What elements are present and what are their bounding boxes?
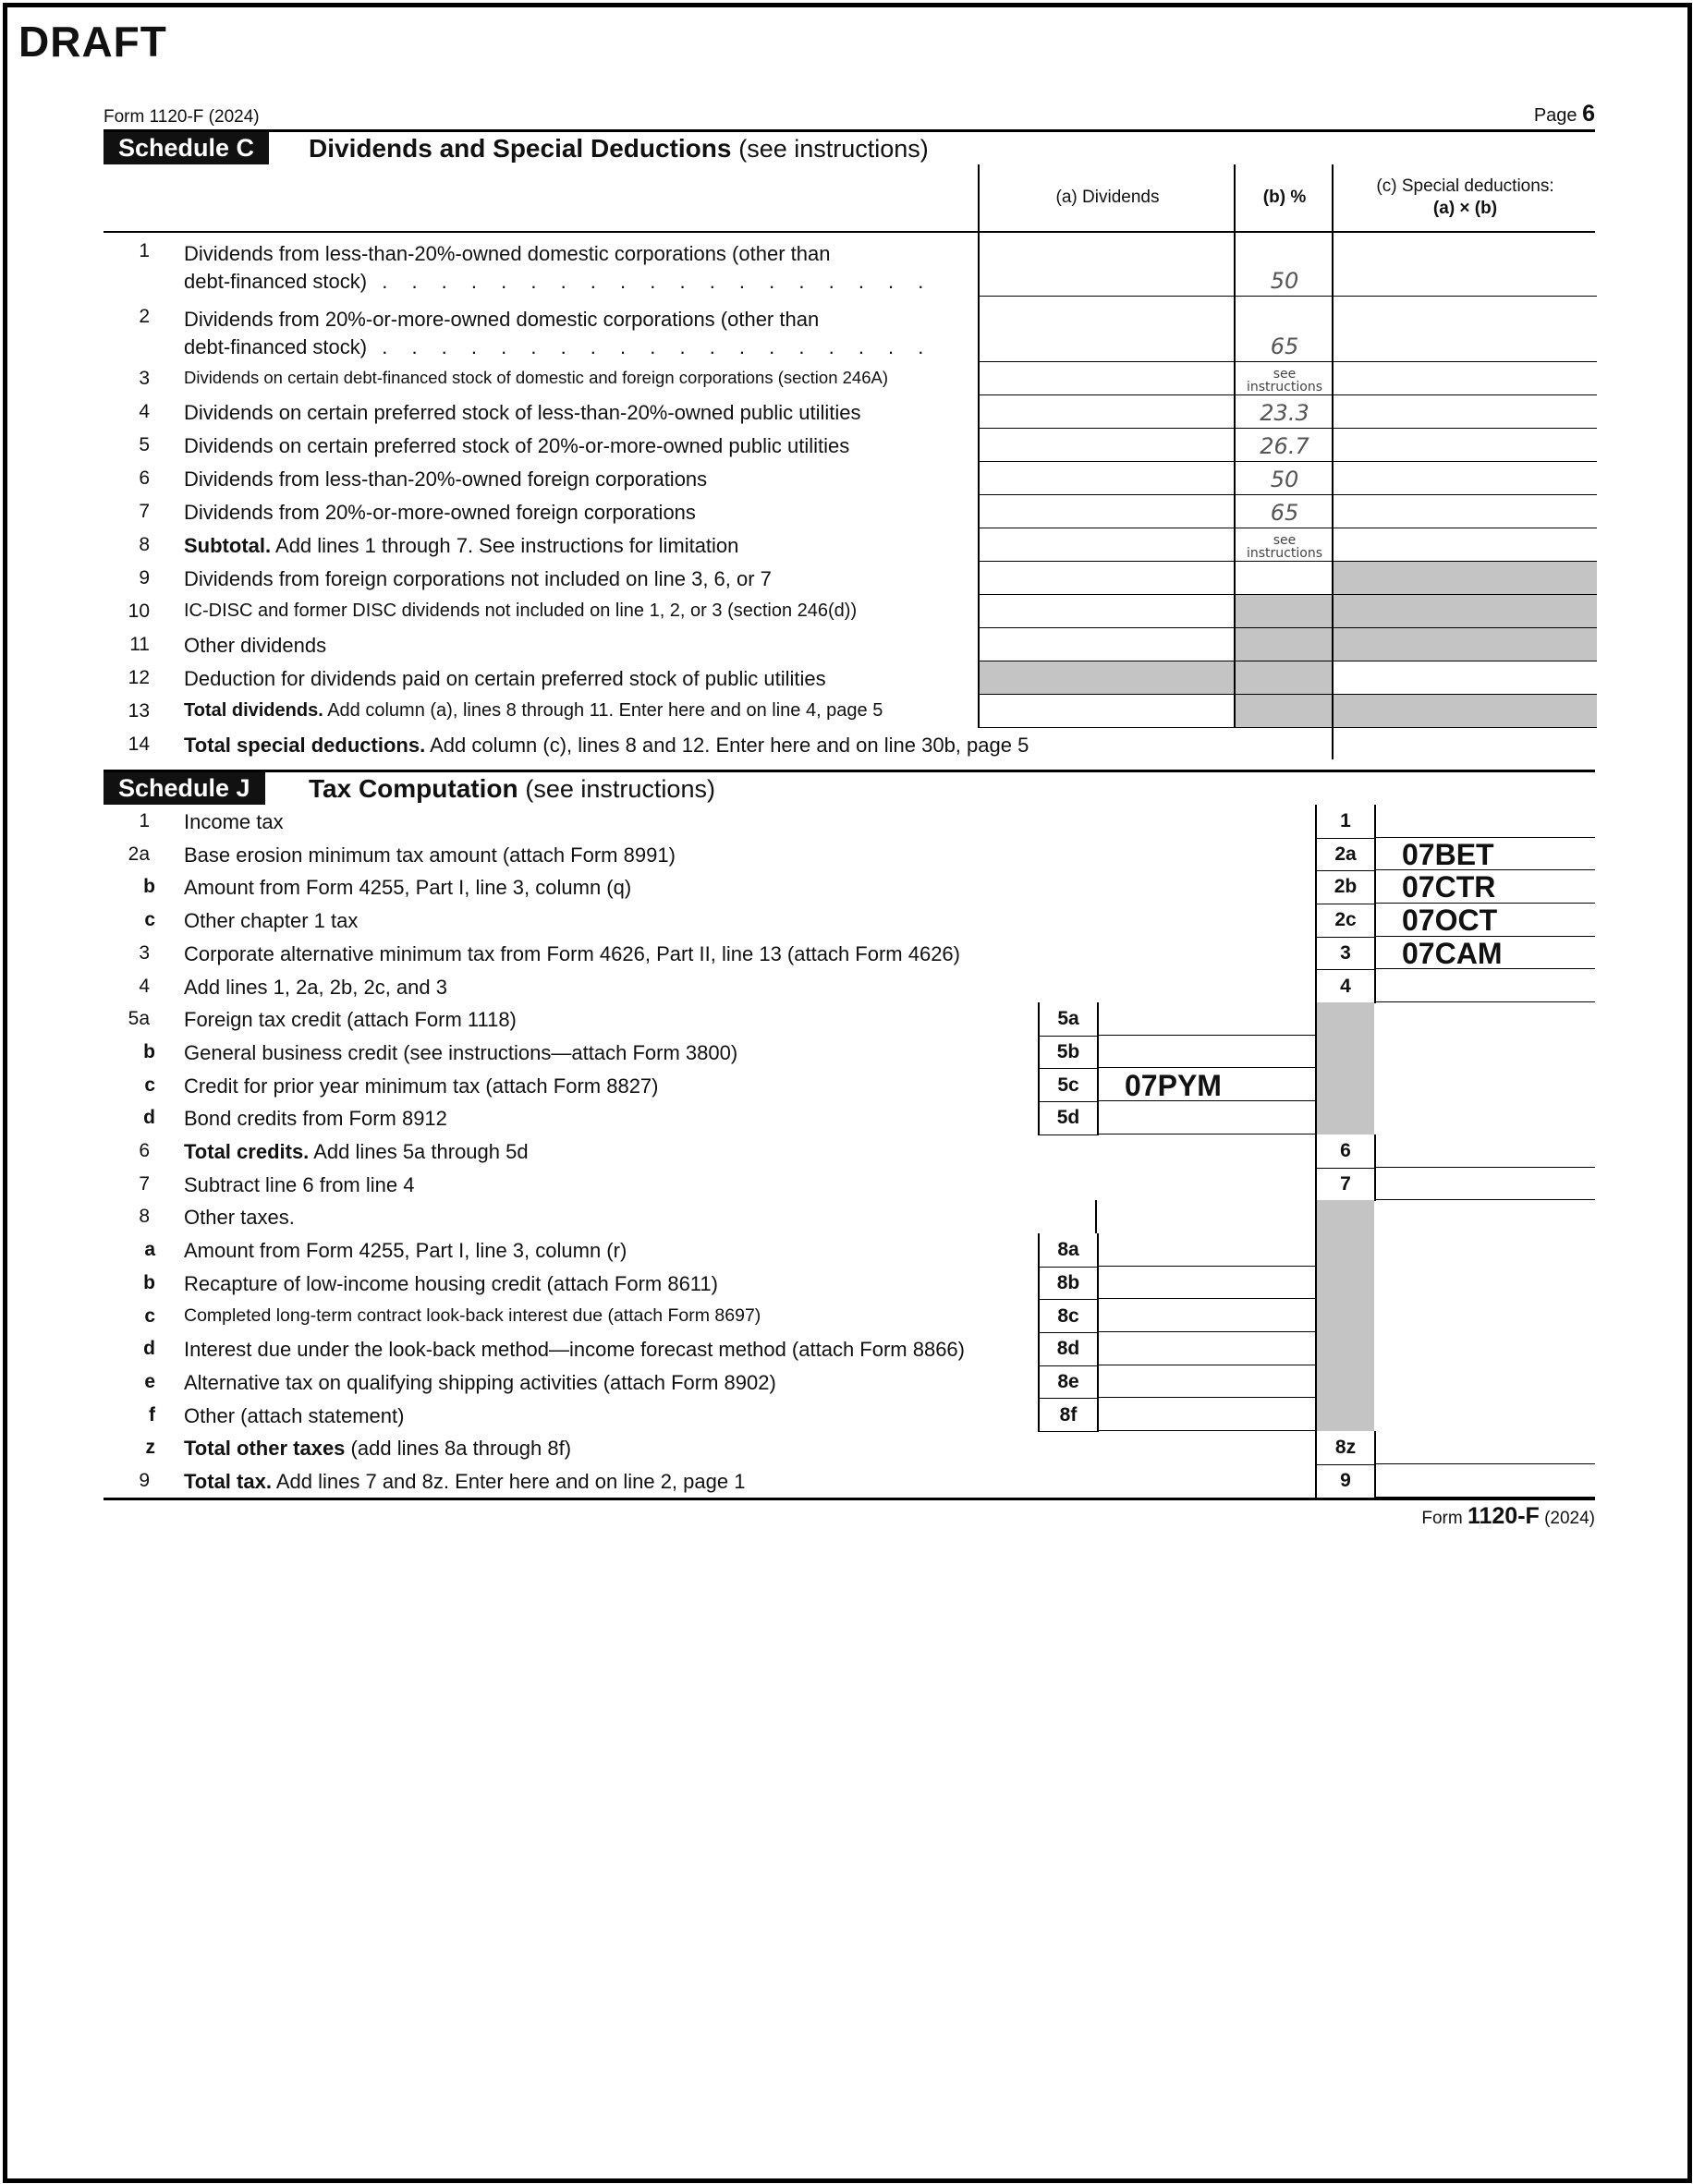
line-description — [184, 1239, 627, 1263]
line-description-bold: Total other taxes — [184, 1437, 346, 1461]
schedule-j-line-2b — [104, 870, 1595, 904]
line-description — [184, 843, 676, 868]
line-number: z — [145, 1437, 155, 1459]
schedule-j-line-4 — [104, 970, 1595, 1003]
col-b-percent — [1234, 395, 1334, 429]
line-description-text: Foreign tax credit (attach Form 1118) — [184, 1008, 517, 1032]
footer-prefix: Form — [1421, 1508, 1463, 1528]
line-number: 2 — [139, 306, 150, 327]
col-c-special-deduction-input[interactable] — [1332, 429, 1597, 462]
col-c-special-deduction-input[interactable] — [1332, 297, 1597, 362]
shaded-area — [1315, 1002, 1374, 1134]
line-description-text: Dividends from less-than-20%-owned foreign corporations — [184, 467, 708, 491]
schedule-c-line-13 — [104, 695, 1595, 728]
line-description — [184, 634, 326, 658]
line-description — [184, 942, 960, 966]
col-b-percent — [1234, 297, 1334, 362]
line-description-text: Alternative tax on qualifying shipping activities (attach Form 8902) — [184, 1370, 776, 1394]
inner-amount-input[interactable] — [1097, 1233, 1315, 1267]
line-description — [184, 1140, 529, 1164]
col-c-special-deduction-input — [1332, 595, 1597, 628]
col-b-percent — [1234, 495, 1334, 528]
line-number: 2a — [128, 843, 150, 865]
schedule-j-line-1 — [104, 805, 1595, 838]
line-description-text: Credit for prior year minimum tax (attach Form 8827) — [184, 1074, 659, 1098]
inner-amount-input[interactable] — [1097, 1002, 1315, 1036]
line-description — [184, 1305, 761, 1327]
line-description-text: Amount from Form 4255, Part I, line 3, column (q) — [184, 876, 632, 900]
col-c-special-deduction-input[interactable] — [1332, 231, 1597, 297]
col-a-dividends-input[interactable] — [978, 362, 1236, 395]
schedule-c-line-8 — [104, 528, 1595, 562]
schedule-c-line-1 — [104, 231, 1595, 297]
schedule-c-line-4 — [104, 395, 1595, 429]
col-c-special-deduction-input[interactable] — [1332, 528, 1597, 562]
schedule-j-bottom-rule — [104, 1498, 1595, 1500]
percent-note: see instructions — [1247, 533, 1322, 561]
col-a-dividends-input — [978, 661, 1236, 695]
col-a-dividends-input[interactable] — [978, 595, 1236, 628]
line-description-text: Add column (a), lines 8 through 11. Enter here and on line 4, page 5 — [327, 700, 883, 721]
inner-amount-input[interactable]: 07PYM — [1097, 1069, 1315, 1102]
inner-box-label: 8d — [1038, 1332, 1099, 1366]
page-label: Page 6 — [1533, 101, 1595, 127]
line-number: 12 — [128, 667, 150, 688]
line-description — [184, 1404, 404, 1428]
line-number: 3 — [139, 941, 150, 964]
draft-watermark: DRAFT — [18, 18, 167, 66]
line-description-text: Add lines 7 and 8z. Enter here and on line 2, page 1 — [275, 1470, 746, 1493]
col-b-header: (b) % — [1234, 164, 1334, 231]
line-description-bold: Total special deductions. — [184, 734, 426, 757]
col-b-percent — [1234, 628, 1334, 661]
line-description-text: Completed long-term contract look-back interest due (attach Form 8697) — [184, 1304, 761, 1326]
line-description-text: Recapture of low-income housing credit (attach Form 8611) — [184, 1271, 718, 1295]
col-c-special-deduction-input — [1332, 562, 1597, 595]
line-amount-input[interactable] — [1374, 970, 1595, 1003]
line-box-label: 1 — [1315, 805, 1376, 839]
line-description-bold: Total tax. — [184, 1470, 272, 1493]
line-amount-input[interactable] — [1374, 1431, 1595, 1464]
col-b-percent — [1234, 528, 1334, 562]
schedule-c-tag: Schedule C — [104, 132, 269, 164]
schedule-j-line-2c — [104, 904, 1595, 937]
col-a-dividends-input[interactable] — [978, 562, 1236, 595]
line-number: c — [144, 909, 155, 931]
line-description-text: Interest due under the look-back method—income forecast method (attach Form 8866) — [184, 1338, 965, 1362]
col-c-special-deduction-input — [1332, 695, 1597, 728]
schedule-j-title: Tax Computation (see instructions) — [309, 774, 715, 803]
line-amount-input[interactable] — [1374, 1464, 1595, 1498]
schedule-j-line-6 — [104, 1134, 1595, 1168]
leader-dots: . . . . . . . . . . . . . . . . . . . — [367, 335, 933, 358]
line-description — [184, 401, 860, 425]
line-description — [184, 734, 1029, 758]
line-description — [184, 601, 857, 622]
col-c-special-deduction-input[interactable] — [1332, 728, 1597, 759]
percent-value: 23.3 — [1260, 400, 1309, 426]
col-a-dividends-input[interactable] — [978, 495, 1236, 528]
col-b-percent — [1234, 462, 1334, 495]
line-number: b — [143, 1271, 155, 1293]
inner-amount-input[interactable] — [1097, 1300, 1315, 1333]
col-b-percent — [1234, 429, 1334, 462]
line-number: 8 — [139, 534, 150, 555]
line-number: d — [143, 1338, 155, 1360]
percent-value: 26.7 — [1260, 433, 1309, 459]
line-number: 14 — [128, 734, 150, 755]
line-number: c — [144, 1074, 155, 1096]
line-box-label: 7 — [1315, 1168, 1376, 1202]
line-amount-input[interactable] — [1374, 1168, 1595, 1201]
line-description — [184, 1338, 965, 1362]
col-a-dividends-input[interactable] — [978, 462, 1236, 495]
line-number: f — [149, 1403, 155, 1426]
line-description-bold: Subtotal. — [184, 534, 272, 557]
line-description — [184, 306, 932, 361]
line-description-text: Amount from Form 4255, Part I, line 3, column (r) — [184, 1239, 627, 1263]
percent-value: 50 — [1270, 268, 1299, 294]
schedule-c-line-7 — [104, 495, 1595, 528]
line-description — [184, 909, 358, 933]
line-number: 9 — [139, 1470, 150, 1491]
line-description-text: Base erosion minimum tax amount (attach Form 8991) — [184, 843, 676, 867]
line-description — [184, 1008, 517, 1032]
footer-year: (2024) — [1544, 1508, 1595, 1528]
line-box-label: 9 — [1315, 1464, 1376, 1498]
line-description-text: Corporate alternative minimum tax from Form 4626, Part II, line 13 (attach Form 4626) — [184, 941, 960, 965]
line-number: 6 — [139, 1140, 150, 1161]
schedule-j-tag: Schedule J — [104, 772, 265, 805]
schedule-c-line-12 — [104, 661, 1595, 695]
line-number: 6 — [139, 467, 150, 489]
line-description-text: Add lines 1, 2a, 2b, 2c, and 3 — [184, 975, 447, 999]
col-a-dividends-input[interactable] — [978, 429, 1236, 462]
line-number: 1 — [139, 810, 150, 831]
schedule-c-line-6 — [104, 462, 1595, 495]
line-description — [184, 240, 932, 296]
line-description — [184, 434, 849, 458]
col-a-dividends-input[interactable] — [978, 395, 1236, 429]
inner-amount-input[interactable] — [1097, 1267, 1315, 1300]
line-description-text: Other taxes. — [184, 1206, 295, 1230]
inner-amount-input[interactable] — [1097, 1365, 1315, 1399]
schedule-c-line-11 — [104, 628, 1595, 661]
line-number: 4 — [139, 975, 150, 997]
form-1120f-page6 — [104, 98, 1595, 1538]
line-box-label: 3 — [1315, 937, 1376, 971]
inner-box-label: 5b — [1038, 1036, 1099, 1070]
line-description — [184, 534, 738, 558]
line-number: 10 — [128, 601, 150, 622]
percent-note: see instructions — [1247, 367, 1322, 394]
line-description-text: IC-DISC and former DISC dividends not included on line 1, 2, or 3 (section 246(d)) — [184, 601, 858, 621]
line-description — [184, 1074, 659, 1098]
line-description-text: Dividends on certain debt-financed stock of domestic and foreign corporations (section 246A) — [184, 368, 889, 387]
line-number: 5a — [128, 1008, 150, 1030]
line-description — [184, 1437, 571, 1461]
inner-column-stub — [1095, 1200, 1097, 1233]
inner-amount-input[interactable] — [1097, 1332, 1315, 1365]
schedule-c-line-2 — [104, 297, 1595, 362]
line-description — [184, 810, 284, 834]
line-amount-input[interactable]: 07BET — [1374, 838, 1595, 871]
schedule-c-header — [104, 129, 1595, 164]
line-description-text: Income tax — [184, 810, 284, 833]
form-label: Form 1120-F (2024) — [104, 107, 260, 127]
inner-amount-input[interactable] — [1097, 1036, 1315, 1069]
line-description — [184, 467, 707, 491]
line-description-text: Other chapter 1 tax — [184, 909, 359, 933]
line-number: a — [144, 1239, 155, 1261]
line-number: 8 — [139, 1206, 150, 1228]
form-footer — [1421, 1503, 1595, 1530]
line-description — [184, 368, 888, 388]
line-description — [184, 567, 772, 591]
line-description-text: General business credit (see instructions—attach Form 3800) — [184, 1040, 738, 1064]
col-c-special-deduction-input[interactable] — [1332, 462, 1597, 495]
line-description-text: Dividends on certain preferred stock of less-than-20%-owned public utilities — [184, 401, 861, 424]
line-number: e — [144, 1370, 155, 1392]
line-amount-input[interactable]: 07CTR — [1374, 870, 1595, 904]
col-c-special-deduction-input[interactable] — [1332, 495, 1597, 528]
col-b-percent — [1234, 231, 1334, 297]
line-box-label: 2c — [1315, 904, 1376, 938]
schedule-c-line-10 — [104, 595, 1595, 628]
line-amount-input[interactable] — [1374, 1134, 1595, 1168]
line-description-text-2: debt-financed stock) — [184, 335, 368, 358]
line-description — [184, 1206, 295, 1230]
line-description-text: (add lines 8a through 8f) — [350, 1437, 572, 1461]
line-number: 3 — [139, 368, 150, 389]
line-description — [184, 876, 631, 900]
line-number: d — [143, 1107, 155, 1129]
line-description-text: Dividends on certain preferred stock of 20%-or-more-owned public utilities — [184, 434, 850, 457]
inner-box-label: 8f — [1038, 1399, 1099, 1433]
line-amount-input[interactable]: 07OCT — [1374, 904, 1595, 937]
line-number: 13 — [128, 700, 150, 722]
col-b-percent — [1234, 595, 1334, 628]
line-box-label: 6 — [1315, 1134, 1376, 1169]
col-a-dividends-input[interactable] — [978, 695, 1236, 728]
line-description-text: Dividends from 20%-or-more-owned foreign corporations — [184, 501, 696, 524]
schedule-c-line-9 — [104, 562, 1595, 595]
line-description-text: Other (attach statement) — [184, 1403, 405, 1427]
inner-amount-input[interactable] — [1097, 1101, 1315, 1134]
line-amount-input[interactable] — [1374, 805, 1595, 838]
schedule-c-column-headers — [104, 164, 1595, 233]
form-header — [104, 98, 1595, 129]
line-description-text: Add lines 1 through 7. See instructions for limitation — [275, 534, 739, 557]
schedule-c-table — [104, 164, 1595, 770]
col-a-dividends-input[interactable] — [978, 528, 1236, 562]
col-a-header: (a) Dividends — [978, 164, 1236, 231]
line-box-label: 2a — [1315, 838, 1376, 872]
schedule-c-line-5 — [104, 429, 1595, 462]
percent-value: 65 — [1270, 500, 1299, 526]
inner-box-label: 8e — [1038, 1365, 1099, 1400]
percent-value: 50 — [1270, 467, 1299, 492]
line-description — [184, 1470, 745, 1494]
line-description-text: Dividends from foreign corporations not included on line 3, 6, or 7 — [184, 567, 772, 590]
line-description — [184, 1272, 718, 1296]
line-description-text: Subtract line 6 from line 4 — [184, 1172, 415, 1196]
line-description — [184, 976, 447, 1000]
col-b-percent — [1234, 695, 1334, 728]
line-description — [184, 700, 883, 722]
line-amount-input[interactable]: 07CAM — [1374, 937, 1595, 970]
schedule-j-line-2a — [104, 838, 1595, 871]
col-b-percent — [1234, 562, 1334, 595]
line-description-text: Bond credits from Form 8912 — [184, 1107, 447, 1131]
col-b-percent — [1234, 362, 1334, 395]
col-b-percent — [1234, 661, 1334, 695]
line-description-text: Dividends from less-than-20%-owned domestic corporations (other than — [184, 242, 831, 265]
line-description-text: Add column (c), lines 8 and 12. Enter here and on line 30b, page 5 — [430, 734, 1029, 757]
inner-box-label: 5a — [1038, 1002, 1099, 1037]
schedule-j-header — [104, 770, 1595, 805]
inner-box-label: 5d — [1038, 1101, 1099, 1135]
percent-value: 65 — [1270, 334, 1299, 359]
line-number: 9 — [139, 567, 150, 588]
line-description-text: Dividends from 20%-or-more-owned domestic corporations (other than — [184, 308, 820, 331]
inner-box-label: 8a — [1038, 1233, 1099, 1268]
line-number: 5 — [139, 434, 150, 455]
line-description — [184, 501, 696, 525]
col-a-dividends-input[interactable] — [978, 628, 1236, 661]
col-c-header: (c) Special deductions: (a) × (b) — [1332, 164, 1597, 231]
line-number: 7 — [139, 501, 150, 522]
line-description-text: Add lines 5a through 5d — [313, 1140, 529, 1163]
schedule-j-line-7 — [104, 1168, 1595, 1201]
schedule-j-table — [104, 805, 1595, 1538]
col-c-special-deduction-input[interactable] — [1332, 661, 1597, 695]
inner-box-label: 8b — [1038, 1267, 1099, 1301]
leader-dots: . . . . . . . . . . . . . . . . . . . — [367, 270, 933, 293]
inner-amount-input[interactable] — [1097, 1399, 1315, 1432]
line-number: b — [143, 1040, 155, 1062]
schedule-c-title: Dividends and Special Deductions (see instructions) — [309, 134, 929, 163]
inner-box-label: 8c — [1038, 1300, 1099, 1334]
footer-form-name: 1120-F — [1467, 1502, 1540, 1529]
line-description-bold: Total credits. — [184, 1140, 310, 1163]
line-description-text-2: debt-financed stock) — [184, 270, 368, 293]
line-description-text: Deduction for dividends paid on certain preferred stock of public utilities — [184, 667, 826, 690]
line-description — [184, 667, 826, 691]
schedule-j-line-9 — [104, 1464, 1595, 1498]
line-description — [184, 1107, 447, 1131]
line-description-text: Other dividends — [184, 634, 327, 657]
line-number: b — [143, 876, 155, 898]
col-c-special-deduction-input[interactable] — [1332, 395, 1597, 429]
line-description-bold: Total dividends. — [184, 700, 323, 721]
line-description — [184, 1173, 414, 1197]
line-description — [184, 1371, 776, 1395]
schedule-c-line-3 — [104, 362, 1595, 395]
line-number: 4 — [139, 401, 150, 422]
schedule-j-line-8z — [104, 1431, 1595, 1464]
line-number: 7 — [139, 1172, 150, 1195]
line-box-label: 2b — [1315, 870, 1376, 904]
line-description — [184, 1041, 737, 1065]
line-number: 1 — [139, 240, 150, 261]
col-c-special-deduction-input — [1332, 628, 1597, 661]
schedule-j-line-3 — [104, 937, 1595, 970]
col-c-special-deduction-input[interactable] — [1332, 362, 1597, 395]
line-number: c — [144, 1304, 155, 1327]
col-a-dividends-input[interactable] — [978, 297, 1236, 362]
schedule-c-line-14 — [104, 728, 1595, 759]
inner-box-label: 5c — [1038, 1069, 1099, 1103]
line-box-label: 4 — [1315, 970, 1376, 1004]
line-number: 11 — [129, 634, 150, 655]
line-box-label: 8z — [1315, 1431, 1376, 1465]
shaded-area — [1315, 1200, 1374, 1431]
col-a-dividends-input[interactable] — [978, 231, 1236, 297]
